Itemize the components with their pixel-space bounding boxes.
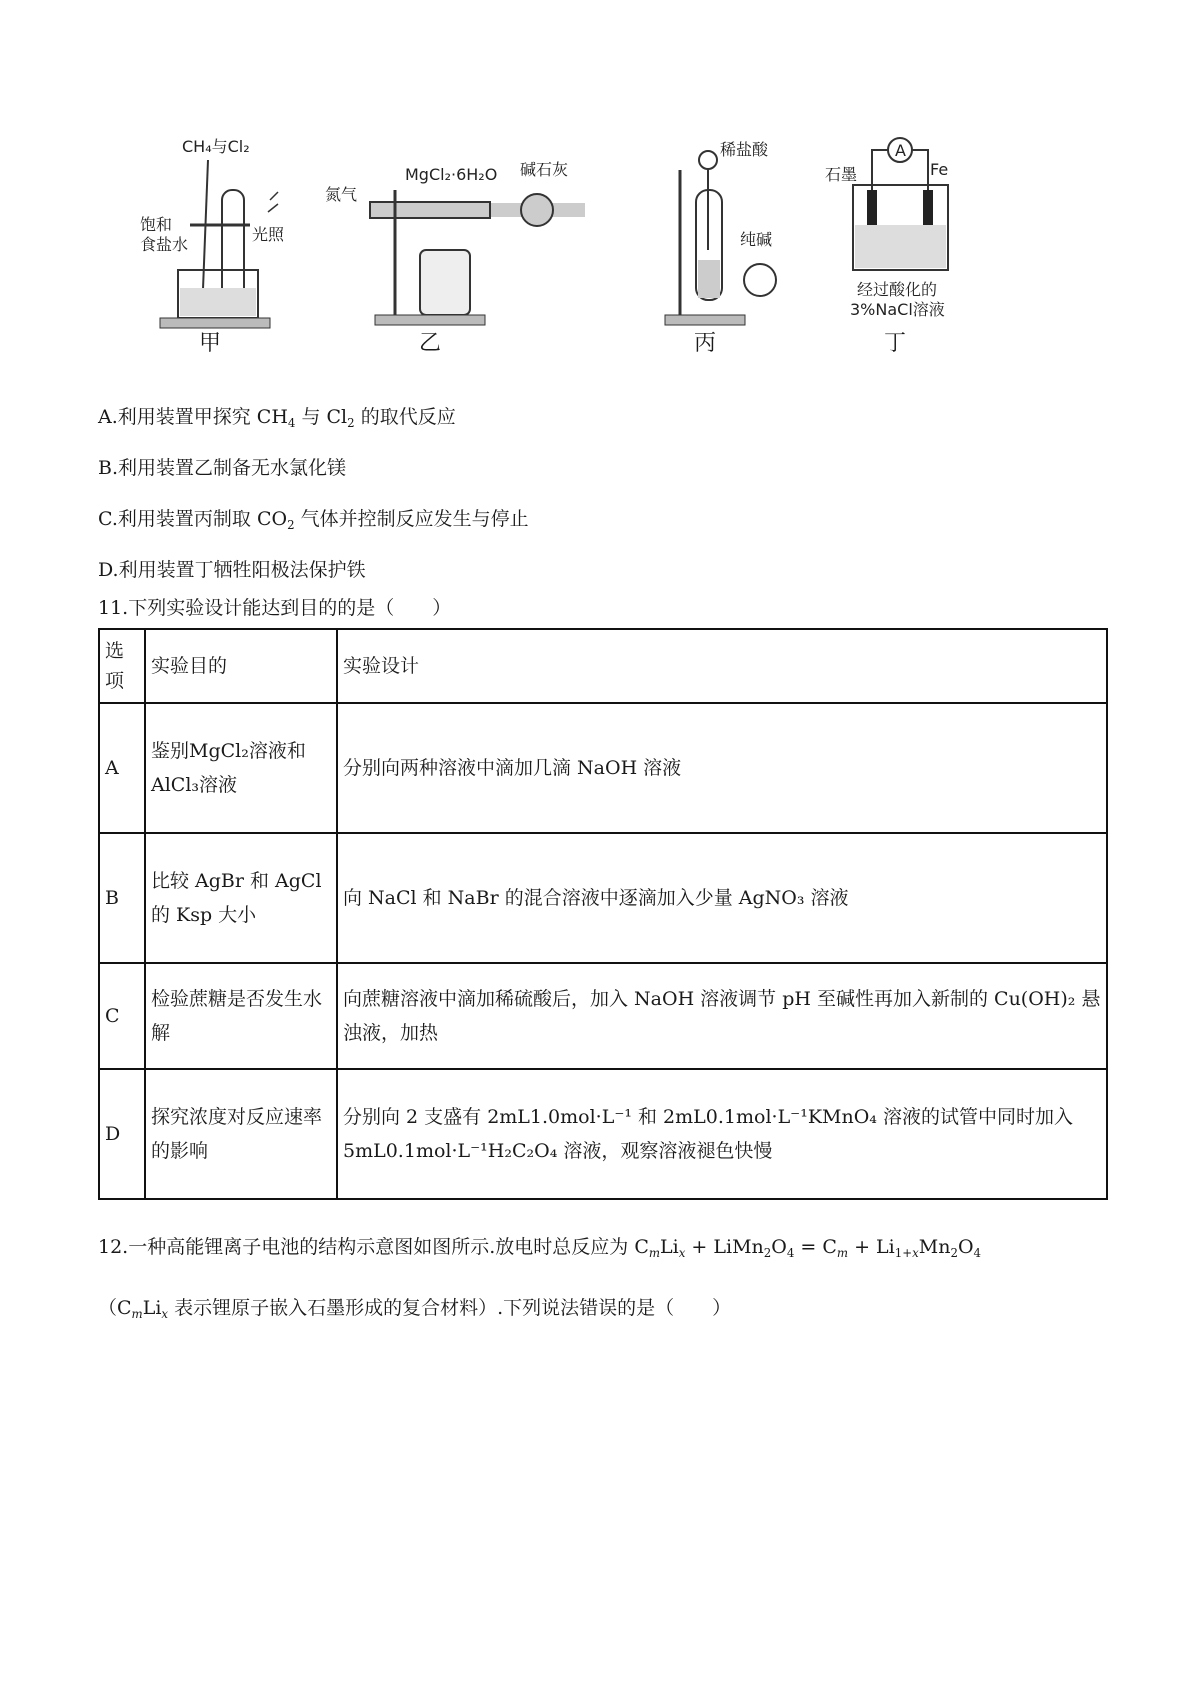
row-purpose: 检验蔗糖是否发生水解 (145, 963, 337, 1069)
row-purpose: 鉴别MgCl₂溶液和AlCl₃溶液 (145, 703, 337, 833)
figure-bing (660, 130, 810, 364)
bing-caption: 丙 (693, 331, 716, 356)
header-design: 实验设计 (337, 629, 1107, 703)
figure-yi (325, 130, 615, 364)
yi-label-gas: 氮气 (325, 185, 358, 204)
row-key: D (99, 1069, 145, 1199)
apparatus-yi-drawing (325, 130, 615, 360)
header-option: 选项 (99, 629, 145, 703)
jia-label-top: CH₄与Cl₂ (182, 137, 250, 156)
row-design: 向蔗糖溶液中滴加稀硫酸后，加入 NaOH 溶液调节 pH 至碱性再加入新制的 Cu(OH)₂ 悬浊液，加热 (337, 963, 1107, 1069)
ding-caption: 丁 (883, 331, 906, 356)
jia-label-right: 光照 (252, 225, 285, 244)
option-d: D.利用装置丁牺牲阳极法保护铁 (98, 559, 366, 581)
jia-label-left2: 食盐水 (140, 235, 189, 254)
jia-label-left1: 饱和 (140, 215, 173, 234)
yi-label-lime: 碱石灰 (520, 160, 569, 179)
row-design: 向 NaCl 和 NaBr 的混合溶液中逐滴加入少量 AgNO₃ 溶液 (337, 833, 1107, 963)
yi-label-salt: MgCl₂·6H₂O (405, 165, 498, 184)
option-a-pre: A.利用装置甲探究 (98, 406, 251, 428)
table-row (99, 963, 1107, 1069)
figure-ding (825, 130, 965, 364)
row-key: A (99, 703, 145, 833)
question-12-line2: （$C_mLi_x$ 表示锂原子嵌入石墨形成的复合材料）.下列说法错误的是（ ） (98, 1297, 732, 1322)
bing-label-soda: 纯碱 (740, 230, 773, 249)
q12-line2-text: 表示锂原子嵌入石墨形成的复合材料）.下列说法错误的是（ ） (174, 1297, 732, 1319)
option-a: A.利用装置甲探究 $CH_4$ 与 $Cl_2$ 的取代反应 (98, 406, 456, 431)
option-c-post: 气体并控制反应发生与停止 (300, 508, 529, 530)
option-b: B.利用装置乙制备无水氯化镁 (98, 457, 347, 479)
jia-caption: 甲 (198, 331, 221, 356)
row-key: C (99, 963, 145, 1069)
q12-equation: $C_mLi_x$ + $LiMn_2O_4 = C_m + Li_{1+x}Mn_2O_4$ (634, 1236, 982, 1261)
question-12-line1 (98, 1234, 981, 1266)
option-a-mid: 与 (301, 406, 321, 428)
header-purpose: 实验目的 (145, 629, 337, 703)
option-c: C.利用装置丙制取 $CO_2$ 气体并控制反应发生与停止 (98, 508, 529, 533)
option-a-post: 的取代反应 (360, 406, 456, 428)
ding-meter-label: A (895, 141, 906, 160)
yi-caption: 乙 (418, 331, 441, 356)
table-row (99, 703, 1107, 833)
ding-label-right: Fe (930, 160, 949, 179)
figure-jia (140, 130, 300, 364)
table-row (99, 833, 1107, 963)
experiment-table (98, 628, 1108, 1200)
apparatus-figures (120, 130, 1100, 390)
ding-label-sol1: 经过酸化的 (857, 280, 938, 299)
row-purpose: 探究浓度对反应速率的影响 (145, 1069, 337, 1199)
bing-label-acid: 稀盐酸 (720, 140, 769, 159)
ding-label-sol2: 3%NaCl溶液 (850, 300, 945, 319)
question-11-stem: 11.下列实验设计能达到目的的是（ ） (98, 597, 452, 619)
row-key: B (99, 833, 145, 963)
ding-label-left: 石墨 (825, 165, 858, 184)
row-purpose: 比较 AgBr 和 AgCl 的 Ksp 大小 (145, 833, 337, 963)
table-header-row (99, 629, 1107, 703)
table-row (99, 1069, 1107, 1199)
row-design: 分别向 2 支盛有 2mL1.0mol·L⁻¹ 和 2mL0.1mol·L⁻¹KMnO₄ 溶液的试管中同时加入 5mL0.1mol·L⁻¹H₂C₂O₄ 溶液，观察溶液褪色快慢 (337, 1069, 1107, 1199)
row-design: 分别向两种溶液中滴加几滴 NaOH 溶液 (337, 703, 1107, 833)
q12-stem: 12.一种高能锂离子电池的结构示意图如图所示.放电时总反应为 (98, 1236, 629, 1258)
option-c-pre: C.利用装置丙制取 (98, 508, 251, 530)
